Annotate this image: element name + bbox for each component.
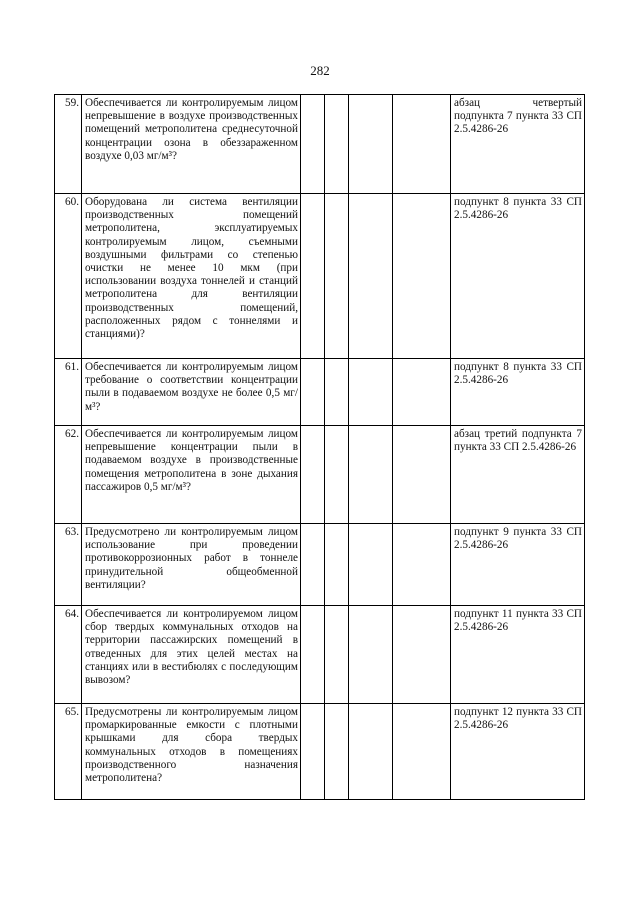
table-row	[55, 524, 585, 606]
note-cell[interactable]	[393, 524, 451, 606]
reference-cell: подпункт 12 пункта 33 СП 2.5.4286-26	[451, 704, 585, 800]
answer-cell-yes[interactable]	[301, 524, 325, 606]
answer-cell-na[interactable]	[349, 524, 393, 606]
reference-cell: подпункт 8 пункта 33 СП 2.5.4286-26	[451, 359, 585, 426]
reference-cell: подпункт 9 пункта 33 СП 2.5.4286-26	[451, 524, 585, 606]
reference-cell: абзац третий подпункта 7 пункта 33 СП 2.5.4286-26	[451, 426, 585, 524]
page-number: 282	[310, 63, 330, 78]
answer-cell-yes[interactable]	[301, 606, 325, 704]
row-number: 65.	[55, 704, 82, 800]
question-cell: Обеспечивается ли контролируемым лицом непревышение концентрации пыли в подаваемом воздухе в производственные помещения метрополитена в зоне дыхания пассажиров 0,5 мг/м³?	[82, 426, 301, 524]
row-number: 63.	[55, 524, 82, 606]
answer-cell-no[interactable]	[325, 524, 349, 606]
question-cell: Обеспечивается ли контролируемым лицом непревышение в воздухе производственных помещений метрополитена среднесуточной концентрации озона в обеззараженном воздухе 0,03 мг/м³?	[82, 95, 301, 194]
row-number: 59.	[55, 95, 82, 194]
answer-cell-yes[interactable]	[301, 704, 325, 800]
question-cell: Предусмотрены ли контролируемым лицом промаркированные емкости с плотными крышками для сбора твердых коммунальных отходов в помещениях производственного назначения метрополитена?	[82, 704, 301, 800]
answer-cell-na[interactable]	[349, 426, 393, 524]
table-row	[55, 194, 585, 359]
note-cell[interactable]	[393, 194, 451, 359]
answer-cell-na[interactable]	[349, 359, 393, 426]
note-cell[interactable]	[393, 606, 451, 704]
table-row	[55, 426, 585, 524]
answer-cell-yes[interactable]	[301, 95, 325, 194]
answer-cell-no[interactable]	[325, 426, 349, 524]
reference-cell: подпункт 11 пункта 33 СП 2.5.4286-26	[451, 606, 585, 704]
question-cell: Обеспечивается ли контролируемом лицом сбор твердых коммунальных отходов на территории пассажирских помещений в отведенных для этих целей местах на станциях или в вестибюлях с последующим вывозом?	[82, 606, 301, 704]
table-row	[55, 359, 585, 426]
answer-cell-yes[interactable]	[301, 426, 325, 524]
question-cell: Предусмотрено ли контролируемым лицом использование при проведении противокоррозионных работ в тоннеле принудительной общеобменной вентиляции?	[82, 524, 301, 606]
answer-cell-no[interactable]	[325, 606, 349, 704]
answer-cell-yes[interactable]	[301, 359, 325, 426]
answer-cell-na[interactable]	[349, 95, 393, 194]
note-cell[interactable]	[393, 704, 451, 800]
note-cell[interactable]	[393, 359, 451, 426]
answer-cell-na[interactable]	[349, 606, 393, 704]
row-number: 62.	[55, 426, 82, 524]
row-number: 61.	[55, 359, 82, 426]
table-row	[55, 704, 585, 800]
answer-cell-yes[interactable]	[301, 194, 325, 359]
answer-cell-no[interactable]	[325, 704, 349, 800]
note-cell[interactable]	[393, 426, 451, 524]
answer-cell-na[interactable]	[349, 194, 393, 359]
table-row	[55, 606, 585, 704]
answer-cell-no[interactable]	[325, 359, 349, 426]
row-number: 60.	[55, 194, 82, 359]
reference-cell: подпункт 8 пункта 33 СП 2.5.4286-26	[451, 194, 585, 359]
answer-cell-na[interactable]	[349, 704, 393, 800]
reference-cell: абзац четвертый подпункта 7 пункта 33 СП 2.5.4286-26	[451, 95, 585, 194]
question-cell: Оборудована ли система вентиляции производственных помещений метрополитена, эксплуатируемых контролируемым лицом, съемными воздушными фильтрами со степенью очистки не менее 10 мкм (при использовании воздуха тоннелей и станций метрополитена для вентиляции производственных помещений, расположенных рядом с тоннелями и станциями)?	[82, 194, 301, 359]
row-number: 64.	[55, 606, 82, 704]
answer-cell-no[interactable]	[325, 194, 349, 359]
answer-cell-no[interactable]	[325, 95, 349, 194]
table-row	[55, 95, 585, 194]
note-cell[interactable]	[393, 95, 451, 194]
question-cell: Обеспечивается ли контролируемым лицом требование о соответствии концентрации пыли в подаваемом воздухе не более 0,5 мг/м³?	[82, 359, 301, 426]
checklist-table	[54, 94, 585, 800]
